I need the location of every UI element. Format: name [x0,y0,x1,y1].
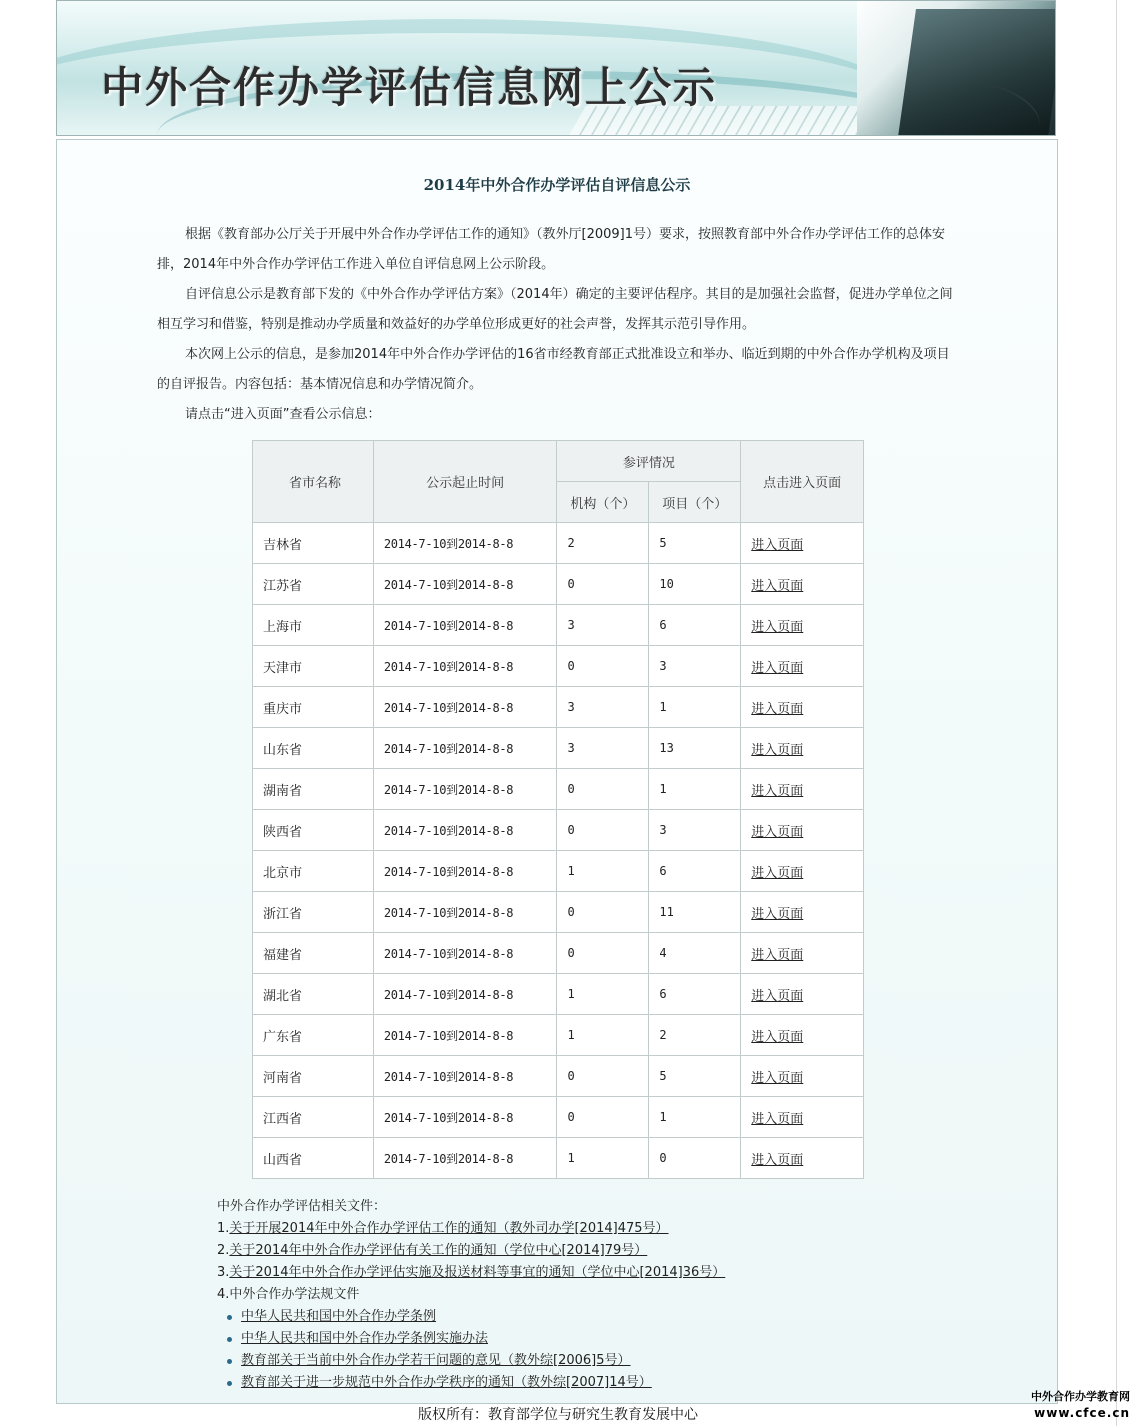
cell-projects: 13 [649,728,741,769]
cell-province: 浙江省 [253,892,374,933]
table-row [253,564,864,605]
cell-enter [741,687,864,728]
table-body [253,523,864,1179]
enter-page-link[interactable]: 进入页面 [751,1152,804,1168]
cell-institutions: 1 [557,974,649,1015]
cell-province: 江西省 [253,1097,374,1138]
evaluation-table [252,440,864,1179]
enter-page-link[interactable]: 进入页面 [751,988,804,1004]
table-row [253,646,864,687]
cell-enter [741,851,864,892]
cell-enter [741,1056,864,1097]
enter-page-link[interactable]: 进入页面 [751,824,804,840]
document-item [217,1262,917,1284]
document-number: 1. [217,1221,230,1236]
table-row [253,687,864,728]
document-link[interactable]: 关于开展2014年中外合作办学评估工作的通知（教外司办学[2014]475号） [229,1221,669,1236]
laws-list [217,1306,917,1394]
cell-province: 福建省 [253,933,374,974]
table-row [253,769,864,810]
scrollbar-edge [1116,0,1117,1426]
bullet-icon [227,1359,232,1364]
law-link[interactable]: 教育部关于当前中外合作办学若干问题的意见（教外综[2006]5号） [241,1353,631,1368]
cell-period: 2014-7-10到2014-8-8 [373,1097,557,1138]
intro-instruction: 请点击“进入页面”查看公示信息： [185,407,381,422]
cell-institutions: 0 [557,1097,649,1138]
related-documents [217,1196,917,1394]
cell-institutions: 0 [557,892,649,933]
cell-projects: 5 [649,1056,741,1097]
enter-page-link[interactable]: 进入页面 [751,660,804,676]
cell-enter [741,564,864,605]
intro-text [157,220,957,430]
table-row [253,728,864,769]
page-title: 2014年中外合作办学评估自评信息公示 [423,176,691,194]
documents-heading: 中外合作办学评估相关文件： [217,1199,387,1214]
cell-period: 2014-7-10到2014-8-8 [373,605,557,646]
footer-copyright: 版权所有：教育部学位与研究生教育发展中心 [418,1407,698,1423]
cell-province: 山西省 [253,1138,374,1179]
table-row [253,605,864,646]
watermark-url: www.cfce.cn [1034,1406,1130,1420]
cell-projects: 5 [649,523,741,564]
document-link[interactable]: 关于2014年中外合作办学评估实施及报送材料等事宜的通知（学位中心[2014]36号） [229,1265,726,1280]
cell-enter [741,605,864,646]
cell-enter [741,646,864,687]
watermark [1018,1388,1130,1422]
cell-enter [741,1138,864,1179]
intro-paragraph: 自评信息公示是教育部下发的《中外合作办学评估方案》（2014年）确定的主要评估程序。其目的是加强社会监督，促进办学单位之间相互学习和借鉴，特别是推动办学质量和效益好的办学单位形成更好的社会声誉，发挥其示范引导作用。 [157,287,953,332]
cell-enter [741,933,864,974]
cell-period: 2014-7-10到2014-8-8 [373,974,557,1015]
cell-province: 广东省 [253,1015,374,1056]
table-row [253,851,864,892]
cell-projects: 1 [649,769,741,810]
cell-institutions: 1 [557,1015,649,1056]
table-row [253,1138,864,1179]
law-link[interactable]: 中华人民共和国中外合作办学条例实施办法 [241,1331,489,1346]
table-row [253,810,864,851]
main-content [56,139,1058,1404]
cell-province: 山东省 [253,728,374,769]
cell-projects: 3 [649,810,741,851]
cell-enter [741,1015,864,1056]
bullet-icon [227,1337,232,1342]
intro-paragraph: 本次网上公示的信息，是参加2014年中外合作办学评估的16省市经教育部正式批准设立和举办、临近到期的中外合作办学机构及项目的自评报告。内容包括：基本情况信息和办学情况简介。 [157,347,950,392]
enter-page-link[interactable]: 进入页面 [751,537,804,553]
cell-period: 2014-7-10到2014-8-8 [373,1015,557,1056]
column-header-period: 公示起止时间 [373,441,557,523]
cell-period: 2014-7-10到2014-8-8 [373,1056,557,1097]
column-header-province: 省市名称 [253,441,374,523]
enter-page-link[interactable]: 进入页面 [751,865,804,881]
law-item [241,1372,917,1394]
cell-province: 河南省 [253,1056,374,1097]
cell-institutions: 0 [557,564,649,605]
cell-province: 天津市 [253,646,374,687]
header-banner [56,0,1056,136]
cell-province: 湖南省 [253,769,374,810]
cell-projects: 10 [649,564,741,605]
law-link[interactable]: 教育部关于进一步规范中外合作办学秩序的通知（教外综[2007]14号） [241,1375,652,1390]
cell-projects: 6 [649,851,741,892]
enter-page-link[interactable]: 进入页面 [751,619,804,635]
watermark-name: 中外合作办学教育网 [1031,1390,1130,1403]
cell-period: 2014-7-10到2014-8-8 [373,646,557,687]
cell-period: 2014-7-10到2014-8-8 [373,769,557,810]
cell-period: 2014-7-10到2014-8-8 [373,851,557,892]
enter-page-link[interactable]: 进入页面 [751,578,804,594]
laws-heading: 4.中外合作办学法规文件 [217,1287,360,1302]
cell-period: 2014-7-10到2014-8-8 [373,933,557,974]
cell-institutions: 0 [557,933,649,974]
table-row [253,892,864,933]
law-link[interactable]: 中华人民共和国中外合作办学条例 [241,1309,437,1324]
cell-projects: 2 [649,1015,741,1056]
site-title: 中外合作办学评估信息网上公示 [101,63,718,112]
cell-projects: 3 [649,646,741,687]
cell-projects: 1 [649,687,741,728]
cell-period: 2014-7-10到2014-8-8 [373,810,557,851]
table-row [253,1056,864,1097]
intro-paragraph: 根据《教育部办公厅关于开展中外合作办学评估工作的通知》（教外厅[2009]1号）要求，按照教育部中外合作办学评估工作的总体安排，2014年中外合作办学评估工作进入单位自评信息网上公示阶段。 [157,227,945,272]
cell-period: 2014-7-10到2014-8-8 [373,523,557,564]
column-header-institutions: 机构（个） [557,482,649,523]
cell-projects: 1 [649,1097,741,1138]
cell-institutions: 0 [557,769,649,810]
document-item [217,1240,917,1262]
cell-enter [741,523,864,564]
cell-projects: 11 [649,892,741,933]
enter-page-link[interactable]: 进入页面 [751,783,804,799]
cell-projects: 4 [649,933,741,974]
enter-page-link[interactable]: 进入页面 [751,701,804,717]
enter-page-link[interactable]: 进入页面 [751,1070,804,1086]
cell-period: 2014-7-10到2014-8-8 [373,728,557,769]
cell-province: 北京市 [253,851,374,892]
cell-institutions: 3 [557,728,649,769]
enter-page-link[interactable]: 进入页面 [751,947,804,963]
document-number: 2. [217,1243,230,1258]
bullet-icon [227,1315,232,1320]
law-item [241,1350,917,1372]
column-header-participation: 参评情况 [557,441,741,482]
cell-institutions: 0 [557,810,649,851]
cell-province: 湖北省 [253,974,374,1015]
cell-province: 重庆市 [253,687,374,728]
law-item [241,1306,917,1328]
cell-institutions: 0 [557,1056,649,1097]
cell-projects: 0 [649,1138,741,1179]
table-row [253,933,864,974]
cell-province: 江苏省 [253,564,374,605]
cell-projects: 6 [649,974,741,1015]
cell-period: 2014-7-10到2014-8-8 [373,687,557,728]
law-item [241,1328,917,1350]
cell-period: 2014-7-10到2014-8-8 [373,892,557,933]
cell-enter [741,769,864,810]
cell-institutions: 1 [557,851,649,892]
cell-province: 吉林省 [253,523,374,564]
table-row [253,523,864,564]
document-item [217,1218,917,1240]
cell-province: 陕西省 [253,810,374,851]
cell-enter [741,1097,864,1138]
document-link[interactable]: 关于2014年中外合作办学评估有关工作的通知（学位中心[2014]79号） [229,1243,648,1258]
enter-page-link[interactable]: 进入页面 [751,1029,804,1045]
table-row [253,974,864,1015]
document-number: 3. [217,1265,230,1280]
cell-period: 2014-7-10到2014-8-8 [373,1138,557,1179]
cell-institutions: 1 [557,1138,649,1179]
enter-page-link[interactable]: 进入页面 [751,742,804,758]
cell-enter [741,810,864,851]
cell-institutions: 0 [557,646,649,687]
cell-institutions: 3 [557,687,649,728]
cell-province: 上海市 [253,605,374,646]
table-row [253,1097,864,1138]
column-header-projects: 项目（个） [649,482,741,523]
cell-institutions: 2 [557,523,649,564]
column-header-enter: 点击进入页面 [741,441,864,523]
cell-enter [741,728,864,769]
cell-enter [741,974,864,1015]
bullet-icon [227,1381,232,1386]
table-row [253,1015,864,1056]
enter-page-link[interactable]: 进入页面 [751,906,804,922]
cell-projects: 6 [649,605,741,646]
cell-period: 2014-7-10到2014-8-8 [373,564,557,605]
cell-institutions: 3 [557,605,649,646]
enter-page-link[interactable]: 进入页面 [751,1111,804,1127]
cell-enter [741,892,864,933]
